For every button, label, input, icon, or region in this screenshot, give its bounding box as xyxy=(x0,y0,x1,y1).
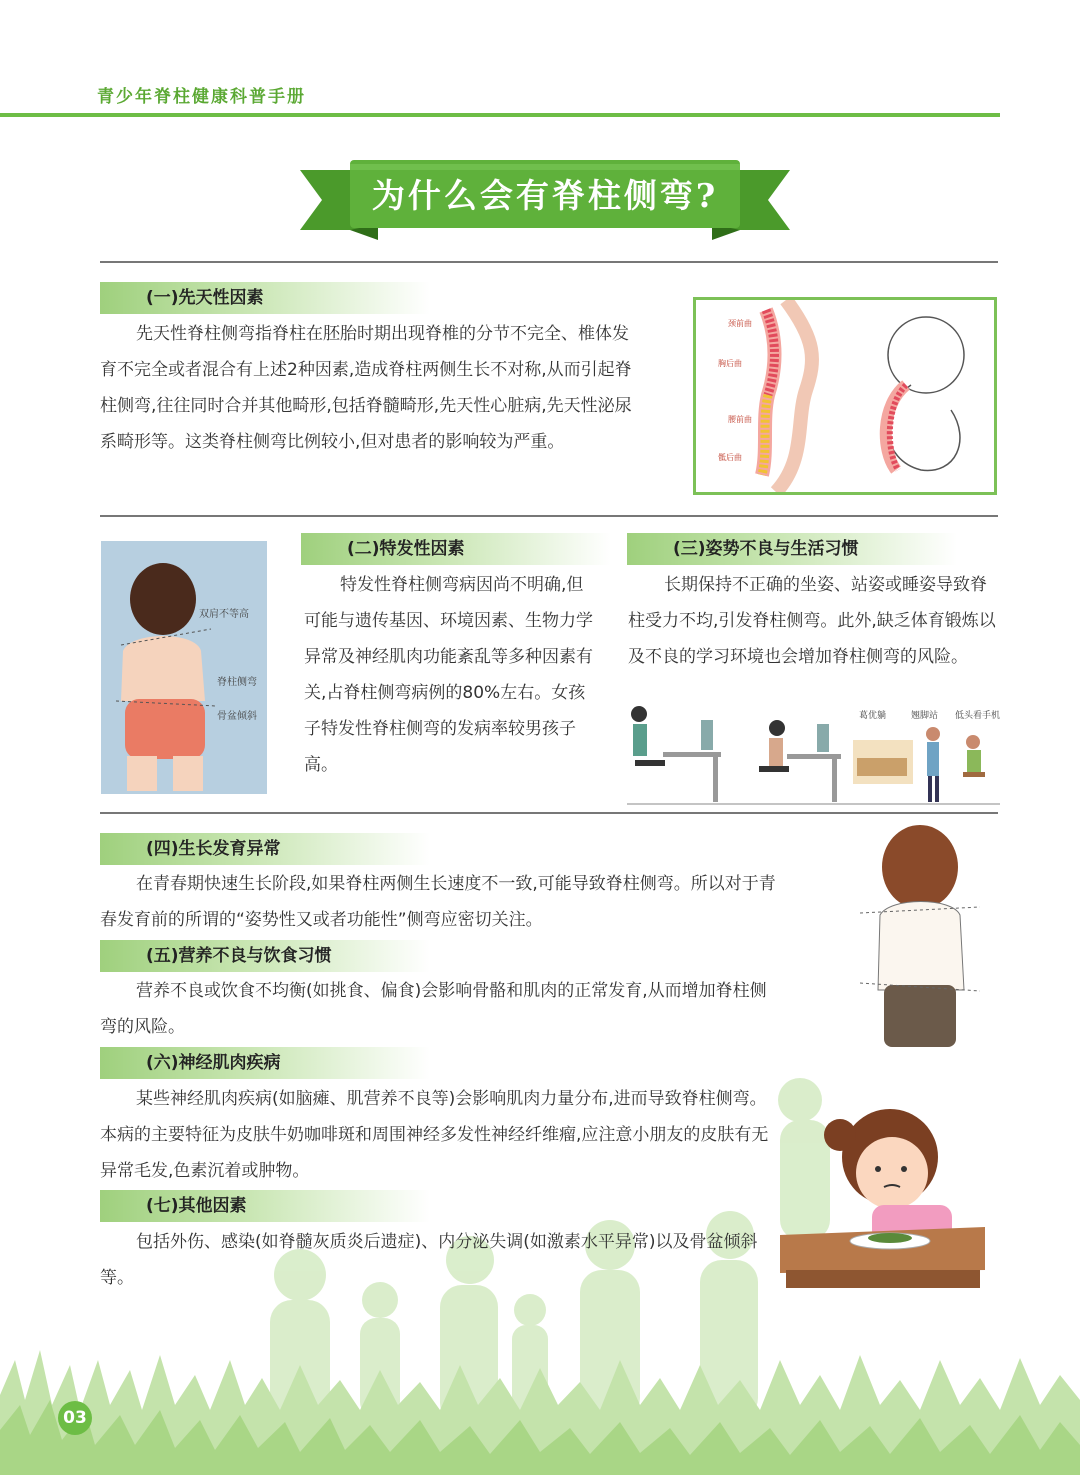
section-text: 特发性脊柱侧弯病因尚不明确,但可能与遗传基因、环境因素、生物力学异常及神经肌肉功能紊乱等多种因素有关,占脊柱侧弯病例的80%左右。女孩子特发性脊柱侧弯的发病率较男孩子高。 xyxy=(304,575,593,775)
section-heading-label: (五)营养不良与饮食习惯 xyxy=(146,946,332,966)
section-heading-nutrition xyxy=(100,940,430,972)
section-heading-other xyxy=(100,1190,430,1222)
back-illustration xyxy=(101,541,267,794)
section-body-nutrition xyxy=(100,973,780,1045)
back-label: 脊柱侧弯 xyxy=(217,677,257,688)
section-divider xyxy=(100,515,998,517)
boy-back-illustration xyxy=(860,815,980,1050)
back-label: 骨盆倾斜 xyxy=(217,711,257,722)
section-heading-label: (三)姿势不良与生活习惯 xyxy=(673,539,859,559)
back-label: 双肩不等高 xyxy=(199,609,249,620)
section-text: 长期保持不正确的坐姿、站姿或睡姿导致脊柱受力不均,引发脊柱侧弯。此外,缺乏体育锻炼以及不良的学习环境也会增加脊柱侧弯的风险。 xyxy=(628,575,996,667)
page-number-badge: 03 xyxy=(58,1401,92,1435)
section-heading-label: (七)其他因素 xyxy=(146,1196,247,1216)
section-heading-posture xyxy=(627,533,957,565)
section-heading-label: (二)特发性因素 xyxy=(347,539,465,559)
spine-label: 骶后曲 xyxy=(718,453,742,462)
header-divider xyxy=(0,113,1000,117)
section-body-neuromuscular xyxy=(100,1081,780,1189)
posture-label: 葛优躺 xyxy=(859,711,887,721)
section-divider xyxy=(100,261,998,263)
posture-label: 低头看手机 xyxy=(955,711,1001,721)
section-text: 在青春期快速生长阶段,如果脊柱两侧生长速度不一致,可能导致脊柱侧弯。所以对于青春发育前的所谓的“姿势性又或者功能性”侧弯应密切关注。 xyxy=(100,874,776,930)
girl-eating-illustration xyxy=(780,1095,985,1295)
section-text: 包括外伤、感染(如脊髓灰质炎后遗症)、内分泌失调(如激素水平异常)以及骨盆倾斜等。 xyxy=(100,1232,758,1288)
section-body-congenital xyxy=(100,316,644,460)
posture-drawing xyxy=(627,700,1000,808)
spine-illustration xyxy=(693,297,997,495)
section-body-growth xyxy=(100,866,780,938)
posture-label: 翘脚站 xyxy=(911,711,939,721)
spine-label: 胸后曲 xyxy=(718,359,742,368)
section-heading-congenital xyxy=(100,282,430,314)
section-text: 营养不良或饮食不均衡(如挑食、偏食)会影响骨骼和肌肉的正常发育,从而增加脊柱侧弯的风险。 xyxy=(100,981,767,1037)
section-text: 先天性脊柱侧弯指脊柱在胚胎时期出现脊椎的分节不完全、椎体发育不完全或者混合有上述2种因素,造成脊柱两侧生长不对称,从而引起脊柱侧弯,往往同时合并其他畸形,包括脊髓畸形,先天性心脏病,先天性泌尿系畸形等。这类脊柱侧弯比例较小,但对患者的影响较为严重。 xyxy=(100,324,632,452)
posture-illustration xyxy=(627,700,1000,808)
section-heading-neuromuscular xyxy=(100,1047,430,1079)
handbook-title: 青少年脊柱健康科普手册 xyxy=(97,87,306,107)
section-body-other xyxy=(100,1224,780,1296)
section-body-posture xyxy=(628,567,1000,675)
section-text: 某些神经肌肉疾病(如脑瘫、肌营养不良等)会影响肌肉力量分布,进而导致脊柱侧弯。本病的主要特征为皮肤牛奶咖啡斑和周围神经多发性神经纤维瘤,应注意小朋友的皮肤有无异常毛发,色素沉着或肿物。 xyxy=(100,1089,769,1181)
section-heading-label: (一)先天性因素 xyxy=(146,288,264,308)
section-heading-idiopathic xyxy=(301,533,611,565)
section-heading-label: (四)生长发育异常 xyxy=(146,839,281,859)
girl-back-drawing xyxy=(101,541,267,794)
section-heading-label: (六)神经肌肉疾病 xyxy=(146,1053,281,1073)
section-body-idiopathic xyxy=(304,567,594,783)
section-heading-growth xyxy=(100,833,430,865)
spine-label: 颈前曲 xyxy=(728,319,752,328)
page-title: 为什么会有脊柱侧弯? xyxy=(371,176,719,215)
spine-label: 腰前曲 xyxy=(728,415,752,424)
section-divider xyxy=(100,812,998,814)
